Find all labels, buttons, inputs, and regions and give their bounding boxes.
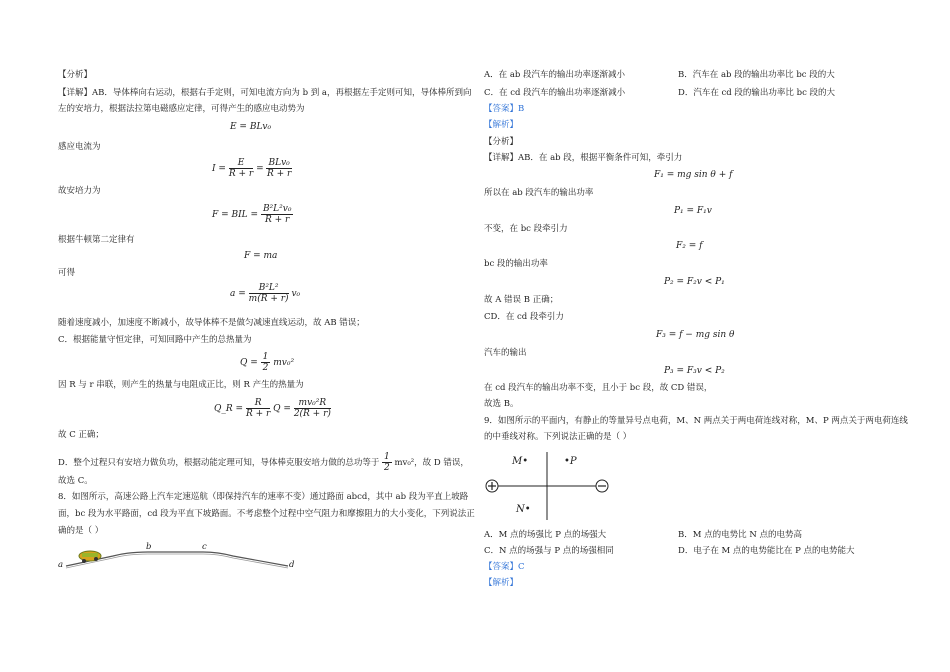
answer-label: 【答案】B [484, 104, 525, 114]
text-line: 因 R 与 r 串联，则产生的热量与电阻成正比，则 R 产生的热量为 [58, 380, 304, 390]
question-9: 9．如图所示的平面内，有静止的等量异号点电荷，M、N 两点关于两电荷连线对称，M、P 两点关于两电荷连线 [484, 416, 908, 426]
equation-accel: a = $\frac{\text{B²L²}}{m(R + r)}$ v₀ [230, 283, 301, 304]
option-c: C．N 点的场强与 P 点的场强相同 [484, 546, 614, 556]
detail-line: 左的安培力，根据法拉第电磁感应定律，可得产生的感应电动势为 [58, 104, 305, 114]
equation-emf: E = BLv₀ [230, 122, 272, 132]
charge-figure [480, 448, 620, 528]
text-line: 故安培力为 [58, 186, 101, 196]
text-line: 故 A 错误 B 正确； [484, 295, 559, 305]
answer-label: 【答案】C [484, 562, 525, 572]
detail-line: 【详解】AB．导体棒向右运动，根据右手定则，可知电流方向为 b 到 a，再根据左手定则可知，导体棒所到向 [58, 88, 472, 98]
question-8: 确的是（ ） [58, 526, 104, 536]
option-a: A．在 ab 段汽车的输出功率逐渐减小 [484, 70, 626, 80]
text-line: D．整个过程只有安培力做负功，根据动能定理可知，导体棒克服安培力做的总功等于 $\frac{1}{2}$ mv₀²，故 D 错误， [58, 452, 469, 473]
point-p-label: •P [564, 456, 577, 467]
question-8: 8．如图所示，高速公路上汽车定速巡航（即保持汽车的速率不变）通过路面 abcd，其中 ab 段为平直上坡路 [58, 492, 469, 502]
text-line: 根据牛顿第二定律有 [58, 235, 135, 245]
analysis-heading: 【分析】 [58, 70, 93, 80]
option-b: B．汽车在 ab 段的输出功率比 bc 段的大 [678, 70, 835, 80]
figure-label-c: c [202, 542, 207, 552]
explanation-label: 【解析】 [484, 120, 519, 130]
negative-charge-icon [596, 480, 608, 492]
text-line: 汽车的输出 [484, 348, 527, 358]
question-9: 的中垂线对称。下列说法正确的是（ ） [484, 432, 632, 442]
equation-force: F = BIL = $\frac{\text{B²L²v₀}}{R + r}$ [212, 204, 292, 225]
option-d: D．汽车在 cd 段的输出功率比 bc 段的大 [678, 88, 836, 98]
equation-f3: F₃ = f − mg sin θ [656, 330, 735, 340]
equation-newton: F = ma [244, 251, 278, 261]
option-d: D．电子在 M 点的电势能比在 P 点的电势能大 [678, 546, 855, 556]
positive-charge-icon [486, 480, 498, 492]
text-line: 随着速度减小，加速度不断减小，故导体棒不是做匀减速直线运动，故 AB 错误； [58, 318, 365, 328]
figure-label-b: b [146, 542, 152, 552]
figure-label-a: a [58, 560, 64, 570]
explanation-label: 【解析】 [484, 578, 519, 588]
option-c: C．在 cd 段汽车的输出功率逐渐减小 [484, 88, 626, 98]
detail-line: 【详解】AB．在 ab 段，根据平衡条件可知，牵引力 [484, 153, 683, 163]
text-line: C．根据能量守恒定律，可知回路中产生的总热量为 [58, 335, 252, 345]
text-line: CD．在 cd 段牵引力 [484, 312, 564, 322]
figure-label-d: d [289, 560, 295, 570]
point-m-label: M• [512, 456, 529, 467]
text-line: 不变，在 bc 段牵引力 [484, 224, 568, 234]
equation-p3: P₃ = F₃v < P₂ [664, 366, 725, 376]
text-line: 感应电流为 [58, 142, 101, 152]
point-n-label: N• [516, 504, 531, 515]
text-line: 故选 C。 [58, 476, 93, 486]
text-line: 可得 [58, 268, 76, 278]
question-8: 面，bc 段为水平路面，cd 段为平直下坡路面。不考虑整个过程中空气阻力和摩擦阻力的大小变化，下列说法正 [58, 509, 475, 519]
equation-current: I = $\frac{E}{R + r}$ = $\frac{\text{BLv₀}}{R + r}$ [212, 158, 292, 179]
equation-heat-r: Q_R = $\frac{R}{R + r}$ Q = $\frac{\text{mv₀²R}}{2(R + r)}$ [214, 398, 331, 419]
text-line: 在 cd 段汽车的输出功率不变，且小于 bc 段，故 CD 错误， [484, 383, 713, 393]
option-b: B．M 点的电势比 N 点的电势高 [678, 530, 802, 540]
equation-p2: P₂ = F₂v < P₁ [664, 277, 725, 287]
equation-p1: P₁ = F₁v [674, 206, 712, 216]
equation-f2: F₂ = f [676, 241, 703, 251]
option-a: A．M 点的场强比 P 点的场强大 [484, 530, 607, 540]
equation-f1: F₁ = mg sin θ + f [654, 170, 733, 180]
text-line: 故 C 正确； [58, 430, 104, 440]
road-figure [58, 538, 308, 578]
equation-heat: Q = $\frac{1}{2}$ mv₀² [240, 352, 295, 373]
analysis-heading: 【分析】 [484, 137, 519, 147]
text-line: bc 段的输出功率 [484, 259, 548, 269]
text-line: 所以在 ab 段汽车的输出功率 [484, 188, 594, 198]
text-line: 故选 B。 [484, 399, 519, 409]
